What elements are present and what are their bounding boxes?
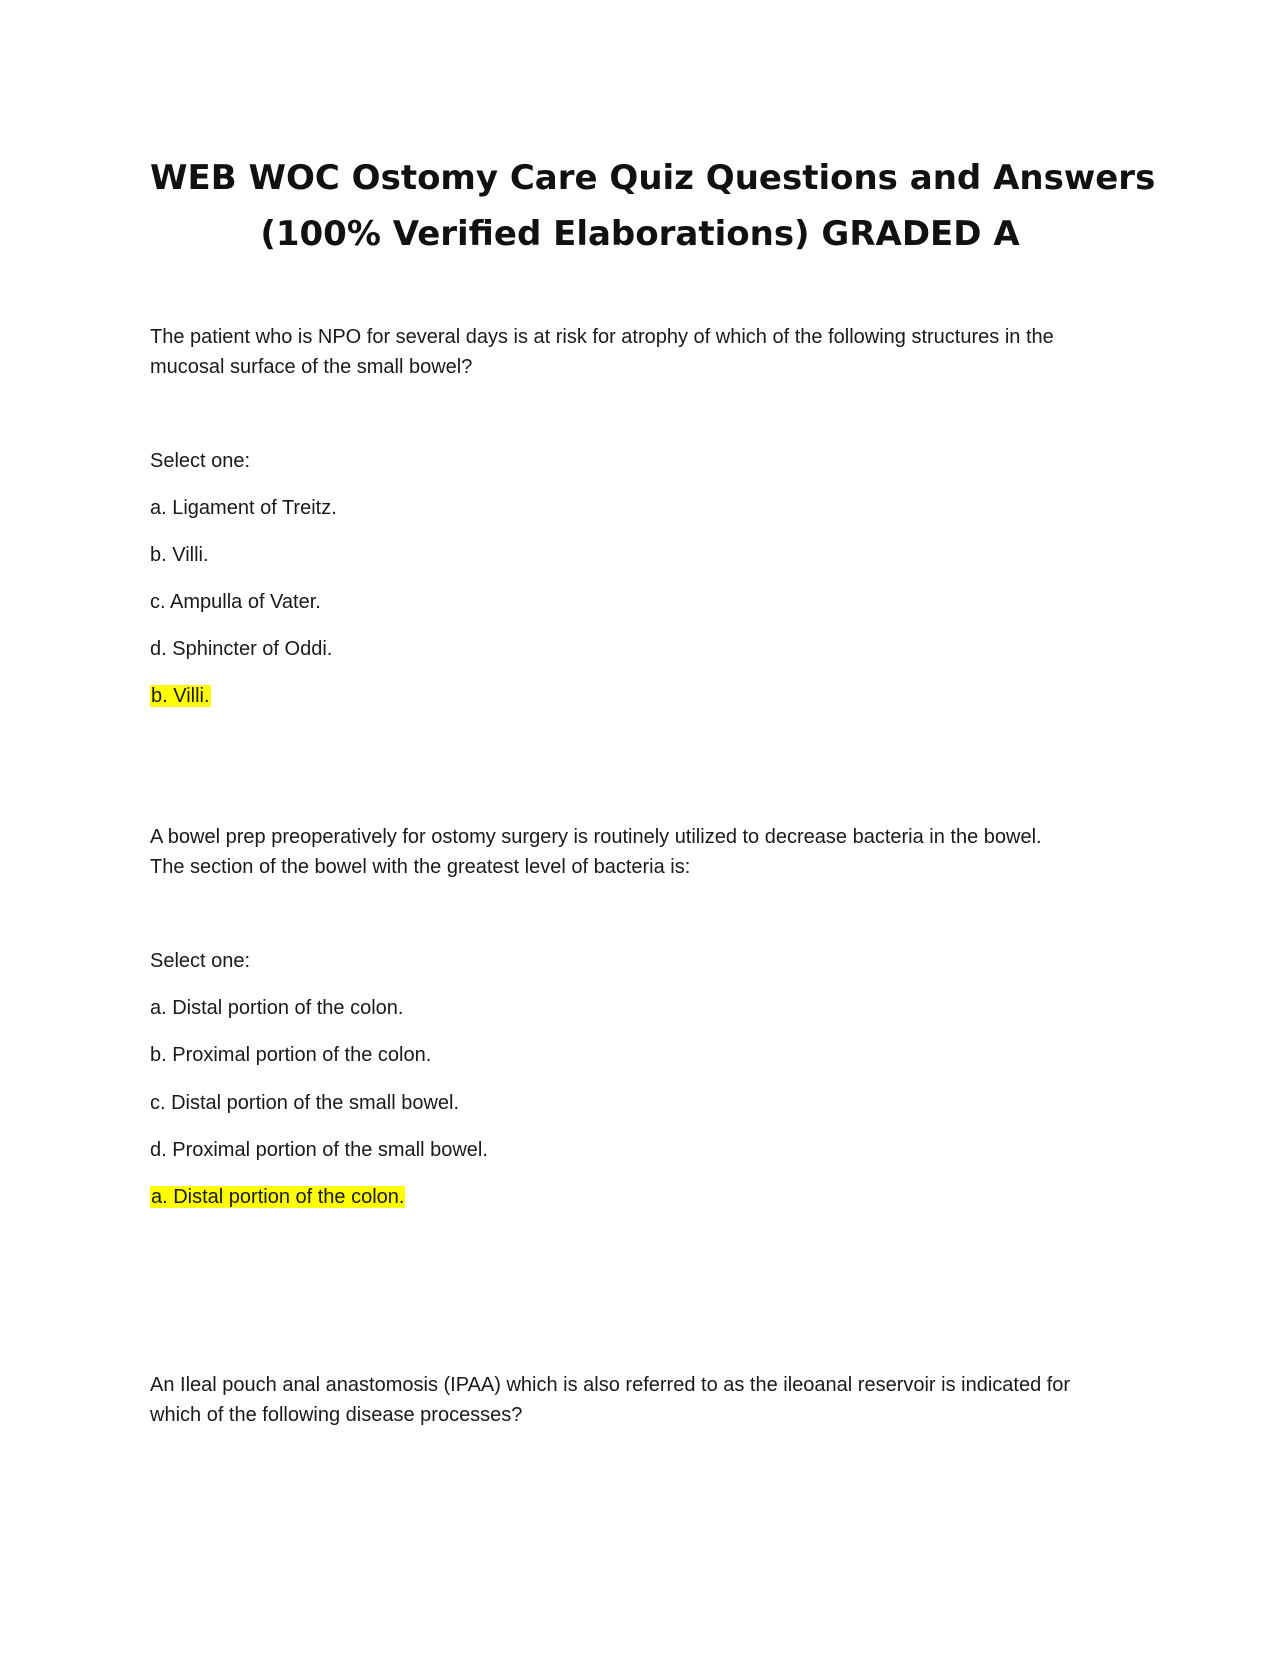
document-title [150,150,1156,262]
question-1-text-line-1: The patient who is NPO for several days is at risk for atrophy of which of the following structures in the [150,326,1054,348]
answer-highlight: b. Villi. [151,685,210,707]
answer-highlight: a. Distal portion of the colon. [151,1186,405,1208]
question-1-option-d: d. Sphincter of Oddi. [150,638,333,660]
question-2-option-c: c. Distal portion of the small bowel. [150,1092,460,1114]
question-2-option-a: a. Distal portion of the colon. [150,997,404,1019]
question-2-text-line-1: A bowel prep preoperatively for ostomy surgery is routinely utilized to decrease bacteria in the bowel. [150,826,1042,848]
question-3-text-line-1: An Ileal pouch anal anastomosis (IPAA) which is also referred to as the ileoanal reservoir is indicated for [150,1374,1071,1396]
title-line-2: (100% Verified Elaborations) GRADED A [260,214,1020,254]
question-2-answer [150,1182,405,1212]
question-3-text-line-2: which of the following disease processes? [150,1404,523,1426]
question-2-prompt: Select one: [150,950,251,972]
question-2-option-d: d. Proximal portion of the small bowel. [150,1139,488,1161]
question-1-answer [150,681,211,711]
title-line-1: WEB WOC Ostomy Care Quiz Questions and Answers [150,158,1156,198]
question-2-option-b: b. Proximal portion of the colon. [150,1044,432,1066]
question-1-text-line-2: mucosal surface of the small bowel? [150,356,473,378]
question-2-text-line-2: The section of the bowel with the greatest level of bacteria is: [150,856,691,878]
question-1-option-c: c. Ampulla of Vater. [150,591,321,613]
question-1-prompt: Select one: [150,450,251,472]
question-1-option-b: b. Villi. [150,544,209,566]
question-1-option-a: a. Ligament of Treitz. [150,497,337,519]
